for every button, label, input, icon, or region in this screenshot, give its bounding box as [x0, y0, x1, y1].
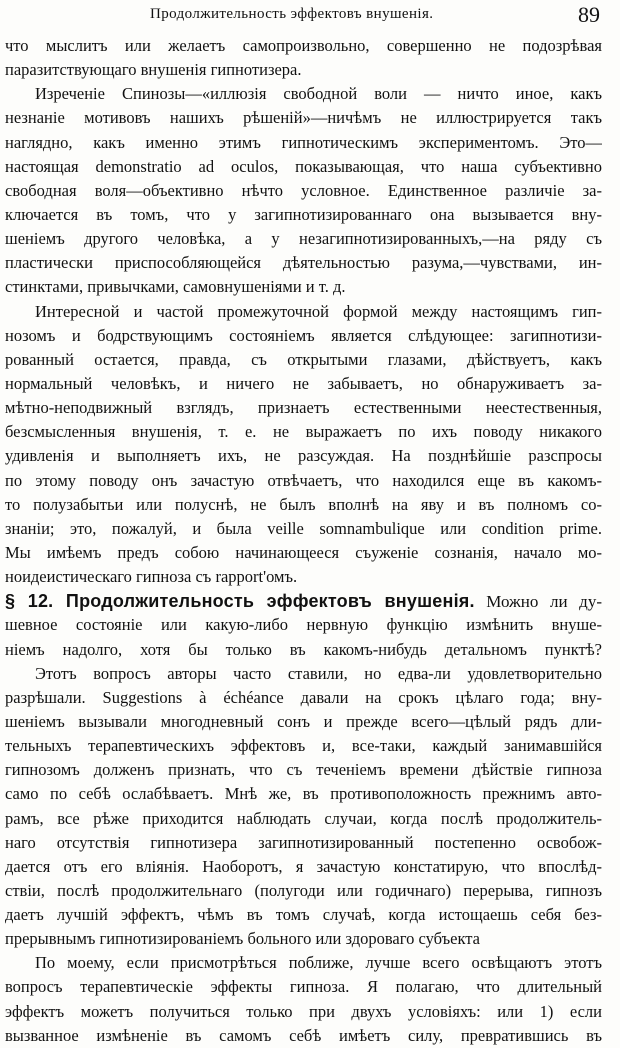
running-head: [0, 4, 620, 30]
line-text: Мы имѣемъ предъ собою начинающееся съуженіе сознанія, начало мо-: [5, 542, 602, 562]
line-text: даетъ лучшій эффектъ, чѣмъ въ томъ случаѣ, когда истощаешь себя без-: [5, 905, 602, 925]
text-line: [5, 420, 602, 444]
line-text: дается отъ его вліянія. Наоборотъ, я зачастую констатирую, что впослѣд-: [5, 856, 602, 876]
text-line: [5, 638, 602, 662]
line-text: незнаніе мотивовъ нашихъ рѣшеній»—ничѣмъ не иллюстрируется такъ: [5, 108, 602, 128]
text-line: [5, 275, 602, 299]
text-line: [5, 106, 602, 130]
text-line: [5, 444, 602, 468]
line-text: шеніемъ другого человѣка, а у незагипнотизированныхъ,—на ряду съ: [5, 229, 602, 249]
text-line: [5, 58, 602, 82]
section-heading: § 12. Продолжительность эффектовъ внушенія.: [5, 591, 475, 612]
line-text: Интересной и частой промежуточной формой между настоящимъ гип-: [35, 301, 602, 321]
line-text: безсмысленныя внушенія, т. е. не выражаетъ по ихъ поводу никакого: [5, 422, 602, 442]
text-line: [5, 227, 602, 251]
text-line: [5, 131, 602, 155]
line-text: знаніи; это, пожалуй, и была veille somnambulique или condition prime.: [5, 518, 602, 538]
line-text: удивленія и выполняетъ ихъ, не разсуждая. На позднѣйшіе разспросы: [5, 446, 602, 466]
text-line: [5, 34, 602, 58]
text-line: [5, 155, 602, 179]
text-line: [5, 179, 602, 203]
text-line: [5, 493, 602, 517]
text-line: [5, 855, 602, 879]
line-text: Изреченіе Спинозы—«иллюзія свободной воли — ничто иное, какъ: [35, 84, 602, 104]
text-line: [5, 951, 602, 975]
text-line: [5, 517, 602, 541]
text-line: [5, 565, 602, 589]
text-line: [5, 758, 602, 782]
text-line: [5, 734, 602, 758]
line-text: пластически приспособляющейся дѣятельностью разума,—чувствами, ин-: [5, 253, 602, 273]
running-title: Продолжительность эффектовъ внушенія.: [150, 6, 434, 22]
text-line: [5, 1024, 602, 1048]
line-text: наго отсутствія гипнотизера загипнотизированный постепенно освобож-: [5, 832, 602, 852]
line-text: нормальный человѣкъ, и ничего не забываетъ, но обнаруживаетъ за-: [5, 373, 602, 393]
line-text: настоящая demonstratio ad oculos, показывающая, что наша субъективно: [5, 156, 602, 176]
text-line: [5, 807, 602, 831]
text-line: [5, 686, 602, 710]
text-line: [5, 903, 602, 927]
page-number: 89: [578, 2, 600, 27]
line-text: стинктами, привычками, самовнушеніями и т. д.: [5, 277, 346, 297]
line-text: свободная воля—объективно нѣчто условное. Единственное различіе за-: [5, 180, 602, 200]
text-line: [5, 1000, 602, 1024]
text-line: [5, 348, 602, 372]
line-text: само по себѣ ослабѣваетъ. Мнѣ же, въ противоположность прежнимъ авто-: [5, 784, 602, 804]
line-text: рамъ, все рѣже приходится наблюдать случаи, когда послѣ продолжитель-: [5, 808, 602, 828]
section-heading-line: [5, 589, 602, 613]
line-text: мѣтно-неподвижный взглядъ, признаетъ естественными неестественныя,: [5, 398, 602, 418]
text-line: [5, 662, 602, 686]
line-text: ноидеистическаго гипноза съ rapport'омъ.: [5, 567, 298, 587]
line-text: нозомъ и бодрствующимъ состояніемъ является слѣдующее: загипнотизи-: [5, 325, 602, 345]
line-text: ключается въ томъ, что у загипнотизированнаго она вызывается вну-: [5, 204, 602, 224]
text-line: [5, 613, 602, 637]
line-text: прерывнымъ гипнотизированіемъ больного или здороваго субъекта: [5, 929, 480, 949]
text-line: [5, 541, 602, 565]
text-line: [5, 82, 602, 106]
text-line: [5, 975, 602, 999]
text-line: [5, 372, 602, 396]
text-line: [5, 324, 602, 348]
body-text: [5, 34, 602, 1048]
line-text: Можно ли ду-: [474, 592, 602, 612]
line-text: паразитствующаго внушенія гипнотизера.: [5, 60, 302, 80]
text-line: [5, 927, 602, 951]
line-text: по этому поводу онъ зачастую отвѣчаетъ, что находился еще въ какомъ-: [5, 470, 602, 490]
text-line: [5, 469, 602, 493]
line-text: то полузабытьи или полуснѣ, не былъ вполнѣ на яву и въ полномъ со-: [5, 494, 602, 514]
line-text: что мыслитъ или желаетъ самопроизвольно, совершенно не подозрѣвая: [5, 36, 602, 55]
line-text: эффектъ можетъ получиться только при двухъ условіяхъ: или 1) если: [5, 1001, 602, 1021]
line-text: гипнозомъ долженъ признать, что съ теченіемъ времени дѣйствіе гипноза: [5, 760, 602, 780]
line-text: ствіи, послѣ продолжительнаго (полугоди или годичнаго) перерыва, гипнозъ: [5, 880, 602, 900]
text-line: [5, 396, 602, 420]
line-text: Этотъ вопросъ авторы часто ставили, но едва-ли удовлетворительно: [35, 663, 602, 683]
text-line: [5, 251, 602, 275]
line-text: шеніемъ вызывали многодневный сонъ и прежде всего—цѣлый рядъ дли-: [5, 711, 602, 731]
line-text: ніемъ надолго, хотя бы только въ какомъ-нибудь детальномъ пунктѣ?: [5, 639, 602, 659]
text-line: [5, 831, 602, 855]
line-text: рованный остается, правда, съ открытыми глазами, дѣйствуетъ, какъ: [5, 349, 602, 369]
line-text: По моему, если присмотрѣться поближе, лучше всего освѣщаютъ этотъ: [35, 953, 602, 973]
line-text: вопросъ терапевтическіе эффекты гипноза. Я полагаю, что длительный: [5, 977, 602, 997]
text-line: [5, 782, 602, 806]
line-text: шевное состояніе или какую-либо нервную функцію измѣнить внуше-: [5, 615, 602, 635]
line-text: наглядно, какъ именно этимъ гипнотическимъ экспериментомъ. Это—: [5, 132, 602, 152]
line-text: тельныхъ терапевтическихъ эффектовъ и, все-таки, каждый занимавшійся: [5, 736, 602, 756]
text-line: [5, 300, 602, 324]
text-line: [5, 879, 602, 903]
line-text: разрѣшали. Suggestions à échéance давали на срокъ цѣлаго года; вну-: [5, 687, 602, 707]
text-line: [5, 203, 602, 227]
line-text: вызванное измѣненіе въ самомъ себѣ имѣетъ силу, превратившись въ: [5, 1025, 602, 1045]
text-line: [5, 710, 602, 734]
